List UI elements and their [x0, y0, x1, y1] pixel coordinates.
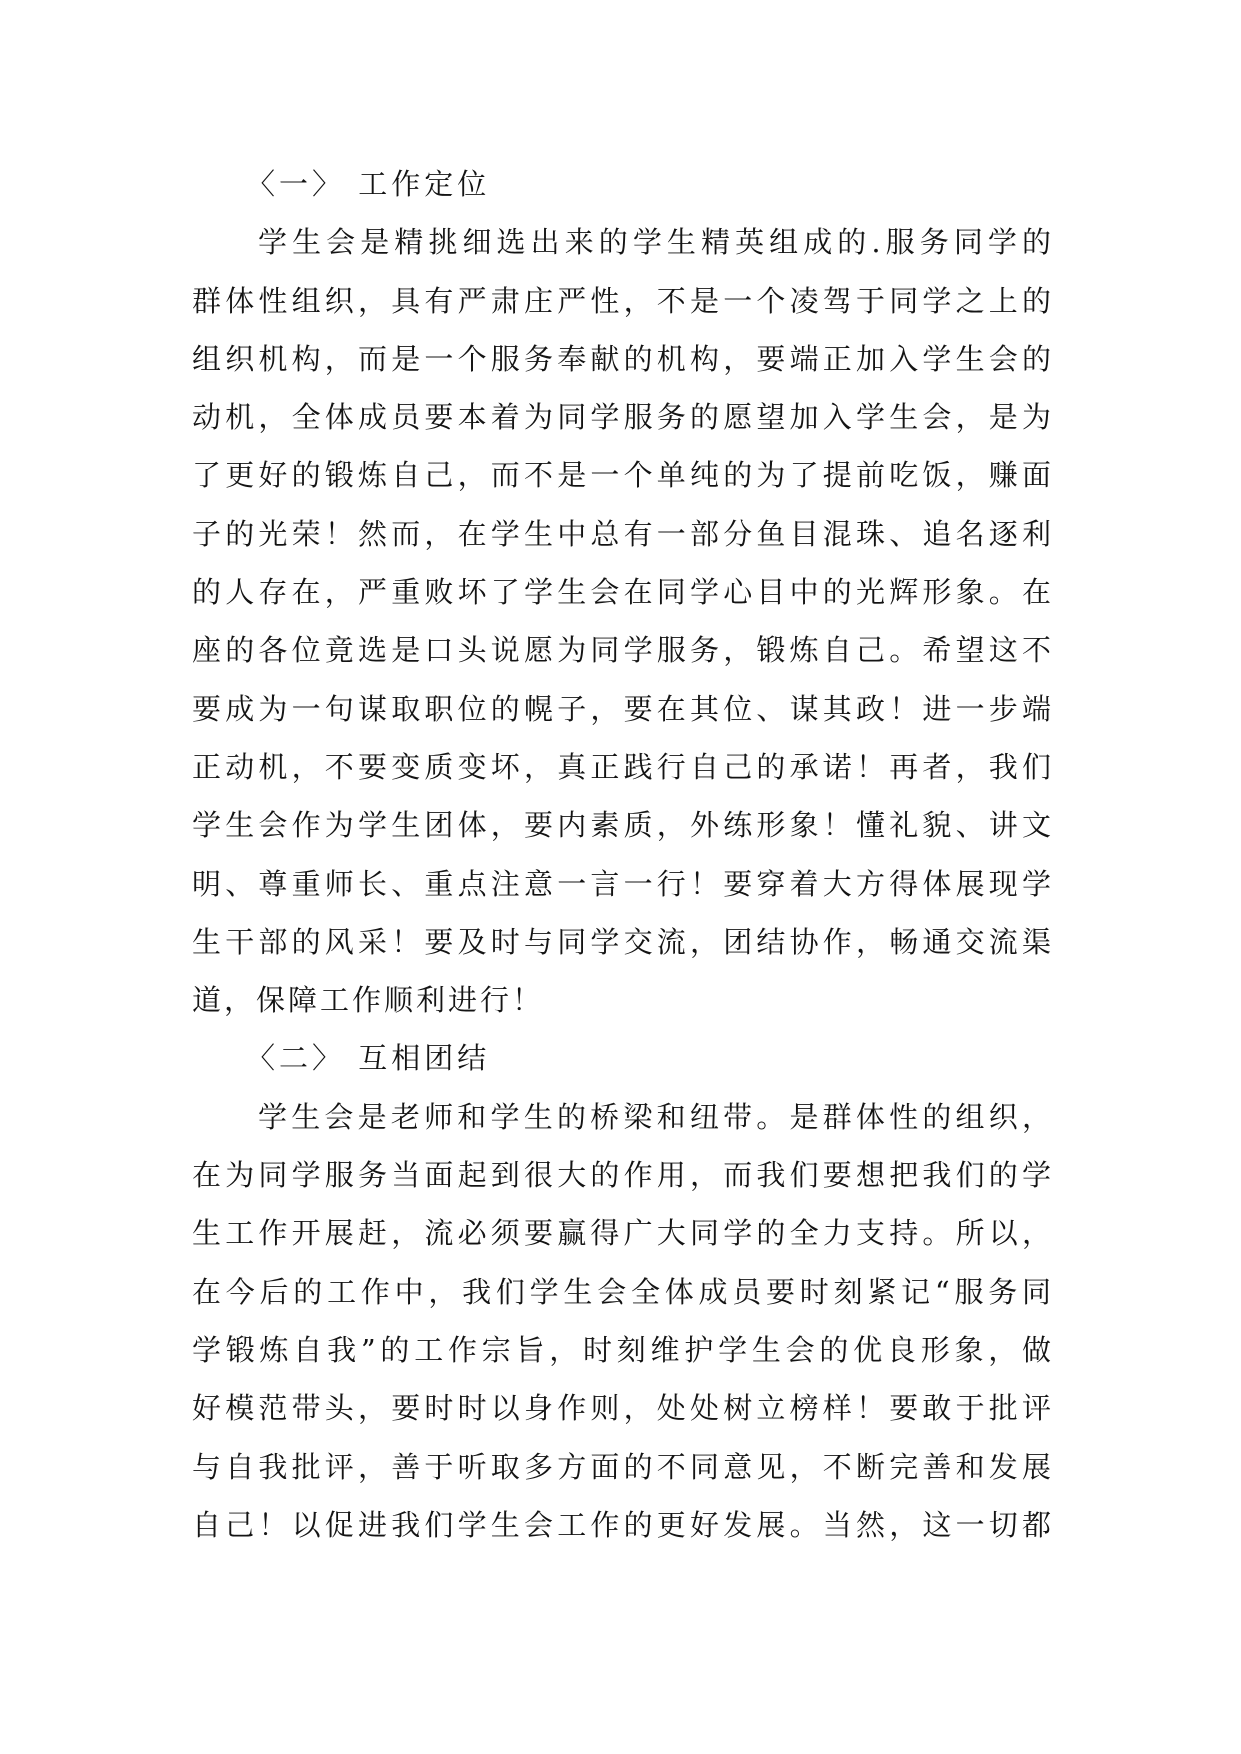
section-1-paragraph-line: 组织机构，而是一个服务奉献的机构，要端正加入学生会的: [192, 341, 1053, 376]
section-1-paragraph-last-line: 道，保障工作顺利进行！: [192, 983, 545, 1018]
section-1-paragraph-line: 群体性组织，具有严肃庄严性，不是一个凌驾于同学之上的: [192, 283, 1053, 318]
section-2-paragraph-line: 好模范带头，要时时以身作则，处处树立榜样！要敢于批评: [192, 1391, 1053, 1426]
section-1-paragraph-line: 要成为一句谋取职位的幌子，要在其位、谋其政！进一步端: [192, 691, 1053, 726]
section-2-paragraph-line: 自己！以促进我们学生会工作的更好发展。当然，这一切都: [192, 1507, 1053, 1542]
section-1-paragraph-line: 明、尊重师长、重点注意一言一行！要穿着大方得体展现学: [192, 866, 1053, 901]
section-1-paragraph-line: 学生会作为学生团体，要内素质，外练形象！懂礼貌、讲文: [192, 808, 1053, 843]
section-1-paragraph-line: 的人存在，严重败坏了学生会在同学心目中的光辉形象。在: [192, 575, 1053, 610]
section-1-heading: 〈一〉 工作定位: [246, 167, 491, 201]
section-2-paragraph-line: 与自我批评，善于听取多方面的不同意见，不断完善和发展: [192, 1449, 1053, 1484]
section-2-paragraph-line: 在为同学服务当面起到很大的作用，而我们要想把我们的学: [192, 1158, 1053, 1193]
section-1-paragraph-line: 正动机，不要变质变坏，真正践行自己的承诺！再者，我们: [192, 749, 1053, 784]
section-1-paragraph-line: 子的光荣！然而，在学生中总有一部分鱼目混珠、追名逐利: [192, 516, 1053, 551]
section-1-paragraph-line: 动机，全体成员要本着为同学服务的愿望加入学生会，是为: [192, 400, 1053, 435]
section-1-paragraph-line: 座的各位竟选是口头说愿为同学服务，锻炼自己。希望这不: [192, 633, 1053, 668]
section-2-paragraph-line: 学生会是老师和学生的桥梁和纽带。是群体性的组织，: [258, 1099, 1053, 1134]
section-2-paragraph-line: 在今后的工作中，我们学生会全体成员要时刻紧记“服务同: [192, 1274, 1053, 1309]
section-2-heading: 〈二〉 互相团结: [246, 1041, 491, 1076]
section-1-paragraph-line: 了更好的锻炼自己，而不是一个单纯的为了提前吃饭，赚面: [192, 458, 1053, 493]
section-1-paragraph-line: 学生会是精挑细选出来的学生精英组成的.服务同学的: [258, 225, 1053, 260]
section-2-paragraph-line: 生工作开展赶，流必须要赢得广大同学的全力支持。所以，: [192, 1216, 1053, 1251]
section-2-paragraph-line: 学锻炼自我”的工作宗旨，时刻维护学生会的优良形象，做: [192, 1332, 1053, 1367]
document-body: [192, 155, 1053, 1554]
section-1-paragraph-line: 生干部的风采！要及时与同学交流，团结协作，畅通交流渠: [192, 924, 1053, 959]
